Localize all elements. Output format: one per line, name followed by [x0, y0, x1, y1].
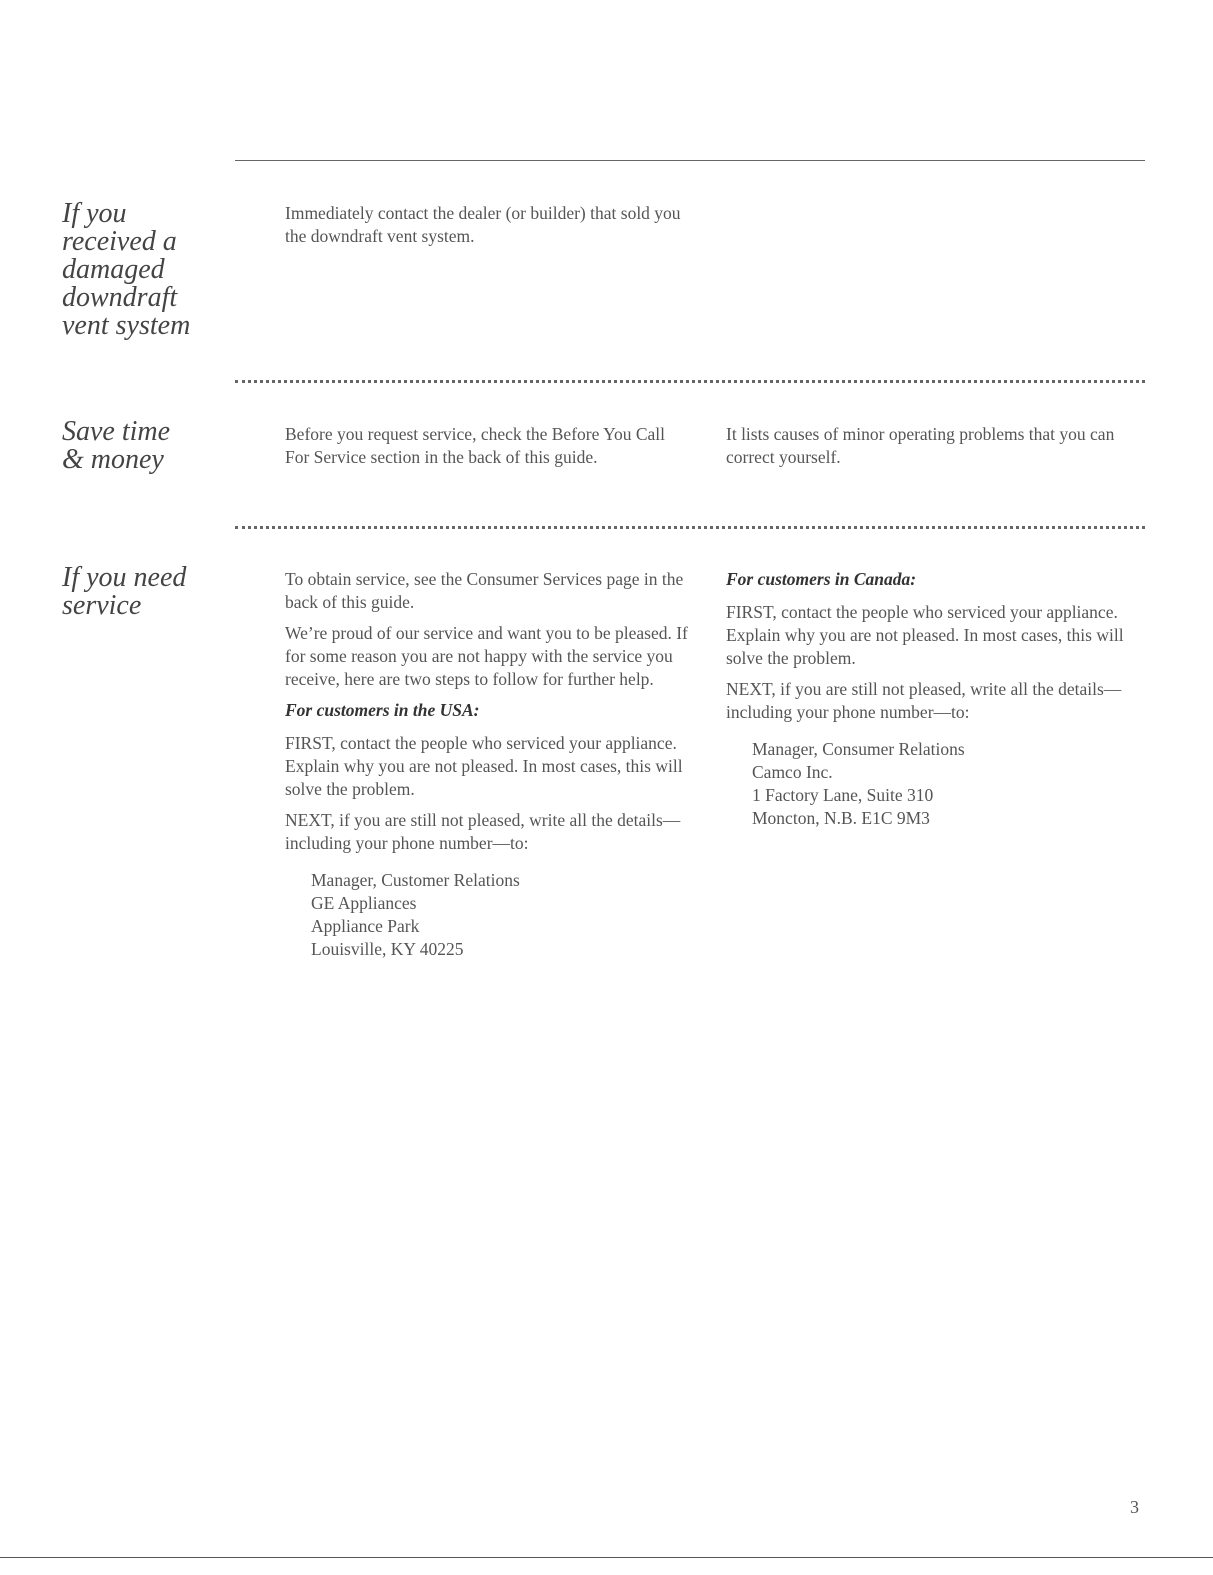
- heading-damaged-system: [62, 200, 232, 340]
- heading-need-service: [62, 564, 232, 620]
- address-line: Camco Inc.: [752, 762, 833, 782]
- paragraph: We’re proud of our service and want you to be pleased. If for some reason you are not happy with the service you receive, here are two steps to follow for further help.: [285, 623, 688, 689]
- save-time-text-left: [285, 423, 690, 477]
- heading-line: & money: [62, 444, 164, 475]
- address-line: Manager, Customer Relations: [311, 870, 520, 890]
- canada-next-step: NEXT, if you are still not pleased, write all the details—including your phone number—to:: [726, 679, 1122, 722]
- heading-line: downdraft: [62, 282, 178, 313]
- section-divider-2: [235, 526, 1145, 529]
- address-line: 1 Factory Lane, Suite 310: [752, 785, 934, 805]
- usa-next-step: NEXT, if you are still not pleased, write all the details—including your phone number—to:: [285, 810, 681, 853]
- paragraph: To obtain service, see the Consumer Services page in the back of this guide.: [285, 569, 684, 612]
- page-number: 3: [1130, 1497, 1139, 1517]
- heading-line: If you need: [62, 562, 187, 593]
- address-line: Manager, Consumer Relations: [752, 739, 965, 759]
- address-line: Louisville, KY 40225: [311, 939, 464, 959]
- heading-line: If you: [62, 198, 127, 229]
- heading-save-time: [62, 418, 232, 474]
- damaged-system-text: [285, 202, 705, 256]
- heading-line: Save time: [62, 416, 171, 447]
- address-line: Appliance Park: [311, 916, 420, 936]
- paragraph: Before you request service, check the Before You Call For Service section in the back of this guide.: [285, 424, 666, 467]
- usa-first-step: FIRST, contact the people who serviced your appliance. Explain why you are not pleased. In most cases, this will solve the problem.: [285, 733, 683, 799]
- need-service-left-column: [285, 568, 695, 961]
- page-bottom-border: [0, 1557, 1213, 1558]
- heading-line: service: [62, 590, 142, 621]
- canada-first-step: FIRST, contact the people who serviced your appliance. Explain why you are not pleased. In most cases, this will solve the problem.: [726, 602, 1124, 668]
- paragraph: Immediately contact the dealer (or builder) that sold you the downdraft vent system.: [285, 203, 681, 246]
- section-divider-1: [235, 380, 1145, 383]
- address-line: GE Appliances: [311, 893, 417, 913]
- usa-subheading: For customers in the USA:: [285, 700, 480, 720]
- save-time-text-right: [726, 423, 1146, 477]
- heading-line: damaged: [62, 254, 165, 285]
- heading-line: received a: [62, 226, 177, 257]
- paragraph: It lists causes of minor operating problems that you can correct yourself.: [726, 424, 1115, 467]
- heading-line: vent system: [62, 310, 191, 341]
- address-line: Moncton, N.B. E1C 9M3: [752, 808, 930, 828]
- usa-address: [285, 869, 695, 961]
- canada-subheading: For customers in Canada:: [726, 569, 917, 589]
- section-divider-top: [235, 160, 1145, 161]
- need-service-right-column: [726, 568, 1136, 830]
- canada-address: [726, 738, 1136, 830]
